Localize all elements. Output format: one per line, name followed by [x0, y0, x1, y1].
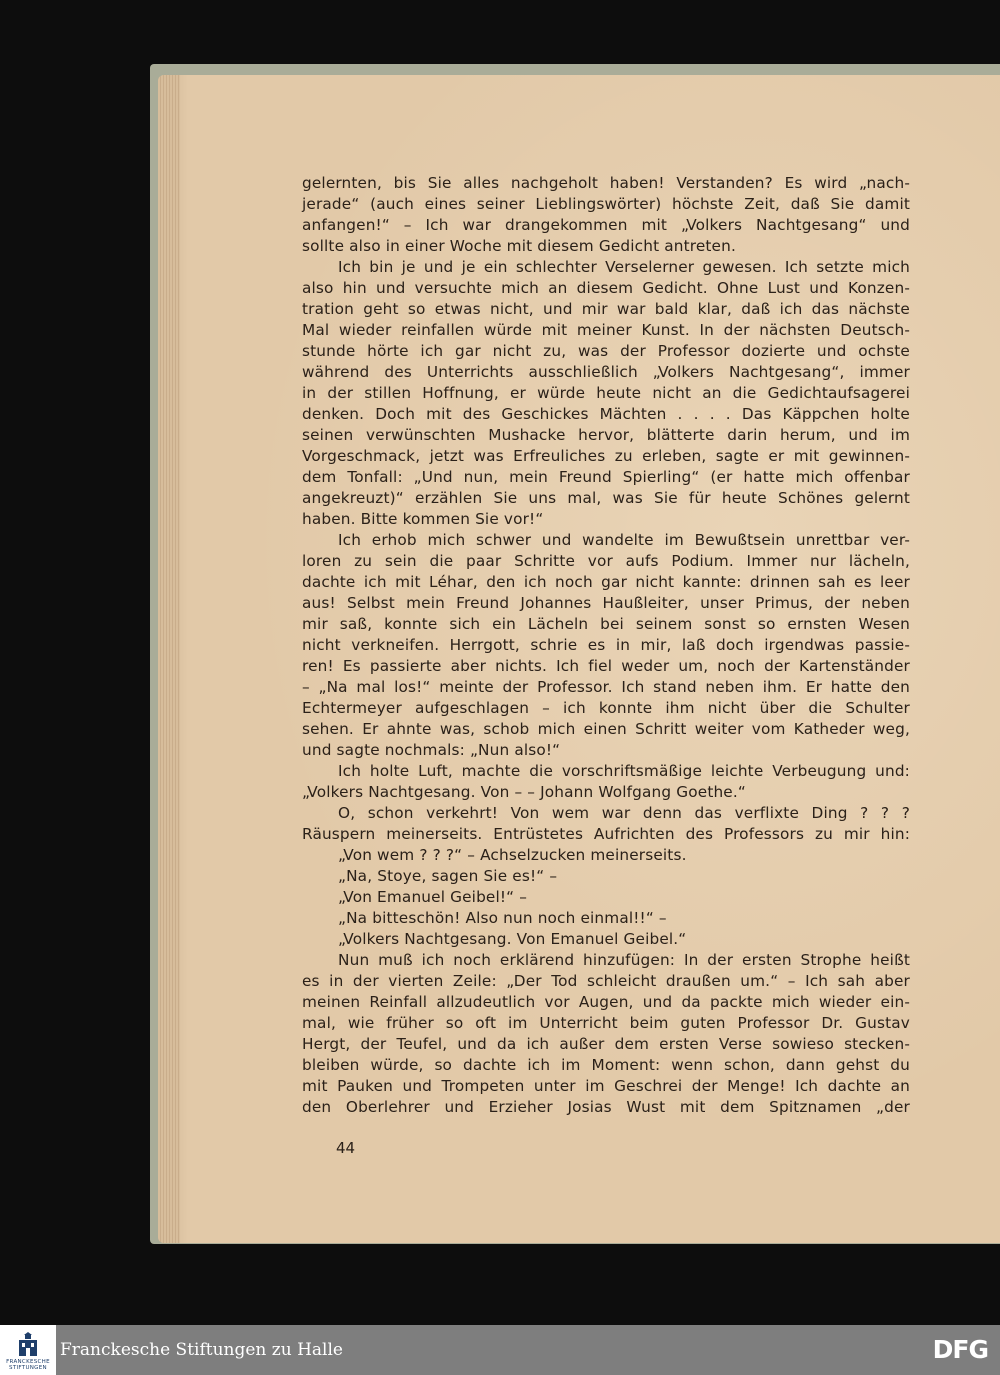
page-number: 44 [336, 1139, 356, 1157]
text-line: dachte ich mit Léhar, den ich noch gar nicht kannte: drinnen sah es leer [302, 573, 910, 591]
text-line: Hergt, der Teufel, und da ich außer dem ersten Verse sowieso stecken- [302, 1035, 910, 1053]
institution-title[interactable]: Franckesche Stiftungen zu Halle [60, 1340, 343, 1360]
text-line: sollte also in einer Woche mit diesem Gedicht antreten. [302, 237, 736, 255]
text-line: Vorgeschmack, jetzt was Erfreuliches zu erleben, sagte er mit gewinnen- [302, 447, 910, 465]
text-line: angekreuzt)“ erzählen Sie uns mal, was Sie für heute Schönes gelernt [302, 489, 910, 507]
text-line: nicht verkneifen. Herrgott, schrie es in mir, laß doch irgendwas passie- [302, 636, 910, 654]
dfg-logo[interactable]: DFG [932, 1335, 988, 1364]
text-line: haben. Bitte kommen Sie vor!“ [302, 510, 544, 528]
text-line: Ich holte Luft, machte die vorschriftsmäßige leichte Verbeugung und: [338, 762, 910, 780]
text-line: also hin und versuchte mich an diesem Gedicht. Ohne Lust und Konzen- [302, 279, 910, 297]
text-line: mir saß, konnte sich ein Lächeln bei seinem sonst so ernsten Wesen [302, 615, 910, 633]
page-text [302, 173, 910, 1118]
text-line: mit Pauken und Trompeten unter im Geschrei der Menge! Ich dachte an [302, 1077, 910, 1095]
text-line: den Oberlehrer und Erzieher Josias Wust mit dem Spitznamen „der [302, 1098, 910, 1116]
text-line: „Volkers Nachtgesang. Von – – Johann Wolfgang Goethe.“ [302, 783, 746, 801]
orphanage-building-icon [13, 1332, 43, 1358]
text-line: „Na bitteschön! Also nun noch einmal!!“ – [338, 909, 667, 927]
text-line: „Volkers Nachtgesang. Von Emanuel Geibel.“ [338, 930, 687, 948]
logo-text-line: STIFTUNGEN [9, 1365, 47, 1371]
text-line: „Von Emanuel Geibel!“ – [338, 888, 528, 906]
text-line: meinen Reinfall allzudeutlich vor Augen, und da packte mich wieder ein- [302, 993, 910, 1011]
text-line: mal, wie früher so oft im Unterricht beim guten Professor Dr. Gustav [302, 1014, 910, 1032]
text-line: Nun muß ich noch erklärend hinzufügen: In der ersten Strophe heißt [338, 951, 910, 969]
text-line: sehen. Er ahnte was, schob mich einen Schritt weiter vom Katheder weg, [302, 720, 910, 738]
logo-text-line: FRANCKESCHE [6, 1359, 50, 1365]
text-line: bleiben würde, so dachte ich im Moment: wenn schon, dann gehst du [302, 1056, 910, 1074]
text-line: dem Tonfall: „Und nun, mein Freund Spierling“ (er hatte mich offenbar [302, 468, 910, 486]
text-line: Echtermeyer aufgeschlagen – ich konnte ihm nicht über die Schulter [302, 699, 910, 717]
text-line: ren! Es passierte aber nichts. Ich fiel weder um, noch der Kartenständer [302, 657, 910, 675]
text-line: Räuspern meinerseits. Entrüstetes Aufrichten des Professors zu mir hin: [302, 825, 910, 843]
text-line: – „Na mal los!“ meinte der Professor. Ich stand neben ihm. Er hatte den [302, 678, 910, 696]
text-line: „Von wem ? ? ?“ – Achselzucken meinerseits. [338, 846, 687, 864]
page-stack-edges [158, 75, 180, 1243]
text-line: jerade“ (auch eines seiner Lieblingswörter) höchste Zeit, daß Sie damit [302, 195, 910, 213]
text-line: denken. Doch mit des Geschickes Mächten . . . . Das Käppchen holte [302, 405, 910, 423]
footer-bar [0, 1325, 1000, 1375]
text-line: Ich bin je und je ein schlechter Verselerner gewesen. Ich setzte mich [338, 258, 910, 276]
text-line: Mal wieder reinfallen würde mit meiner Kunst. In der nächsten Deutsch- [302, 321, 910, 339]
text-line: tration geht so etwas nicht, und mir war bald klar, daß ich das nächste [302, 300, 910, 318]
franckesche-logo[interactable] [0, 1325, 56, 1375]
text-line: loren zu sein die paar Schritte vor aufs Podium. Immer nur lächeln, [302, 552, 910, 570]
text-line: O, schon verkehrt! Von wem war denn das verflixte Ding ? ? ? [338, 804, 910, 822]
text-line: und sagte nochmals: „Nun also!“ [302, 741, 561, 759]
text-line: gelernten, bis Sie alles nachgeholt haben! Verstanden? Es wird „nach- [302, 174, 910, 192]
text-line: seinen verwünschten Mushacke hervor, blätterte darin herum, und im [302, 426, 910, 444]
text-line: anfangen!“ – Ich war drangekommen mit „Volkers Nachtgesang“ und [302, 216, 910, 234]
text-line: während des Unterrichts ausschließlich „Volkers Nachtgesang“, immer [302, 363, 910, 381]
text-line: stunde hörte ich gar nicht zu, was der Professor dozierte und ochste [302, 342, 910, 360]
text-line: „Na, Stoye, sagen Sie es!“ – [338, 867, 558, 885]
logo-caption [2, 1359, 54, 1371]
text-line: Ich erhob mich schwer und wandelte im Bewußtsein unrettbar ver- [338, 531, 910, 549]
text-line: aus! Selbst mein Freund Johannes Haußleiter, unser Primus, der neben [302, 594, 910, 612]
text-line: es in der vierten Zeile: „Der Tod schleicht draußen um.“ – Ich sah aber [302, 972, 910, 990]
text-line: in der stillen Hoffnung, er würde heute nicht an die Gedichtaufsagerei [302, 384, 910, 402]
